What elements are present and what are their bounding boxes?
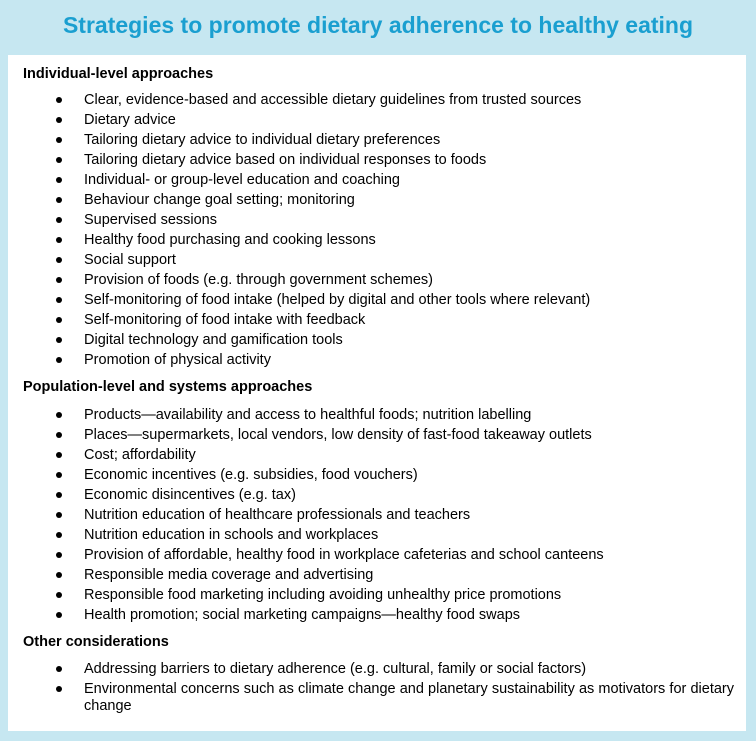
list-item: Responsible media coverage and advertising [8,565,746,585]
bullet-icon [56,237,62,243]
list-item: Products—availability and access to healthful foods; nutrition labelling [8,405,746,425]
bullet-icon [56,492,62,498]
section-heading-population: Population-level and systems approaches [23,379,313,395]
bullet-icon [56,612,62,618]
bullet-icon [56,337,62,343]
list-item: Behaviour change goal setting; monitoring [8,190,746,210]
bullet-icon [56,412,62,418]
list-other [8,659,746,715]
bullet-icon [56,666,62,672]
bullet-icon [56,257,62,263]
bullet-icon [56,97,62,103]
page-title: Strategies to promote dietary adherence to healthy eating [62,12,694,38]
bullet-icon [56,297,62,303]
bullet-icon [56,512,62,518]
list-item: Dietary advice [8,110,746,130]
bullet-icon [56,452,62,458]
bullet-icon [56,532,62,538]
list-item: Social support [8,250,746,270]
bullet-icon [56,177,62,183]
list-item: Responsible food marketing including avoiding unhealthy price promotions [8,585,746,605]
list-item: Provision of foods (e.g. through government schemes) [8,270,746,290]
list-item: Environmental concerns such as climate change and planetary sustainability as motivators for dietary change [8,679,746,715]
list-item: Economic incentives (e.g. subsidies, food vouchers) [8,465,746,485]
bullet-icon [56,277,62,283]
list-item: Supervised sessions [8,210,746,230]
list-item: Clear, evidence-based and accessible dietary guidelines from trusted sources [8,90,746,110]
section-heading-other: Other considerations [23,634,169,650]
list-item: Healthy food purchasing and cooking lessons [8,230,746,250]
bullet-icon [56,217,62,223]
bullet-icon [56,472,62,478]
bullet-icon [56,686,62,692]
bullet-icon [56,157,62,163]
bullet-icon [56,592,62,598]
list-item: Self-monitoring of food intake (helped by digital and other tools where relevant) [8,290,746,310]
section-heading-individual: Individual-level approaches [23,66,214,82]
list-item: Places—supermarkets, local vendors, low density of fast-food takeaway outlets [8,425,746,445]
bullet-icon [56,357,62,363]
content-panel [8,55,746,731]
list-population [8,405,746,625]
list-item: Digital technology and gamification tools [8,330,746,350]
list-item: Economic disincentives (e.g. tax) [8,485,746,505]
list-item: Nutrition education of healthcare professionals and teachers [8,505,746,525]
list-item: Promotion of physical activity [8,350,746,370]
list-item: Provision of affordable, healthy food in workplace cafeterias and school canteens [8,545,746,565]
list-item: Tailoring dietary advice to individual dietary preferences [8,130,746,150]
list-item: Tailoring dietary advice based on individual responses to foods [8,150,746,170]
bullet-icon [56,552,62,558]
list-item: Cost; affordability [8,445,746,465]
bullet-icon [56,572,62,578]
list-item: Nutrition education in schools and workplaces [8,525,746,545]
bullet-icon [56,137,62,143]
bullet-icon [56,117,62,123]
bullet-icon [56,197,62,203]
list-item: Health promotion; social marketing campaigns—healthy food swaps [8,605,746,625]
bullet-icon [56,317,62,323]
list-individual [8,90,746,370]
list-item: Addressing barriers to dietary adherence (e.g. cultural, family or social factors) [8,659,746,679]
list-item: Self-monitoring of food intake with feedback [8,310,746,330]
list-item: Individual- or group-level education and coaching [8,170,746,190]
bullet-icon [56,432,62,438]
